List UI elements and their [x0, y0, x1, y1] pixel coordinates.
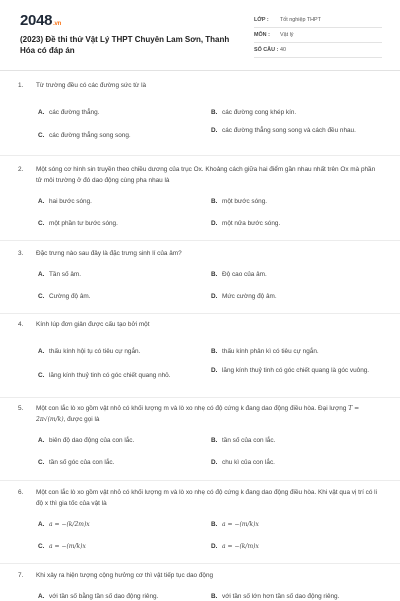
option-b[interactable]: B. tần số của con lắc. — [211, 437, 276, 444]
question-text: Từ trường đều có các đường sức từ là — [36, 82, 147, 89]
question-number: 1. — [18, 82, 24, 89]
page-header — [0, 0, 400, 72]
question-divider — [0, 155, 400, 156]
lop-label: LỚP : — [254, 17, 269, 23]
question-number: 7. — [18, 572, 24, 579]
option-d[interactable]: D. các đường thẳng song song và cách đều nhau. — [211, 127, 356, 134]
option-b[interactable]: B. thấu kính phân kì có tiêu cự ngắn. — [211, 348, 319, 355]
period-formula: T = 2π√(m/k) — [36, 405, 360, 423]
option-c[interactable]: C. tần số góc của con lắc. — [38, 459, 115, 466]
question-1 — [18, 80, 382, 139]
option-a[interactable]: A. với tần số bằng tần số dao động riêng. — [38, 593, 159, 600]
option-b[interactable]: B. a = −(m/k)x — [211, 521, 259, 528]
option-c[interactable]: C. các đường thẳng song song. — [38, 132, 131, 139]
option-b[interactable]: B. một bước sóng. — [211, 198, 268, 205]
option-d[interactable]: D. một nửa bước sóng. — [211, 220, 281, 227]
question-divider — [0, 240, 400, 241]
exam-title: (2023) Đề thi thử Vật Lý THPT Chuyên Lam Sơn, Thanh Hóa có đáp án — [20, 35, 230, 55]
question-divider — [0, 563, 400, 564]
logo-suffix: .vn — [53, 21, 61, 27]
question-3 — [18, 248, 382, 303]
option-d[interactable]: D. a = −(k/m)x — [211, 543, 259, 550]
question-divider — [0, 480, 400, 481]
question-number: 3. — [18, 250, 24, 257]
option-b[interactable]: B. Độ cao của âm. — [211, 271, 267, 278]
option-c[interactable]: C. một phần tư bước sóng. — [38, 220, 118, 227]
socau-value: 40 — [280, 47, 286, 53]
question-text: Khi xảy ra hiện tượng cộng hưởng cơ thì vật tiếp tục dao động — [36, 572, 214, 579]
question-number: 4. — [18, 321, 24, 328]
option-a[interactable]: A. hai bước sóng. — [38, 198, 92, 205]
question-4 — [18, 319, 382, 380]
option-c[interactable]: C. lăng kính thuỷ tinh có góc chiết quang nhỏ. — [38, 372, 171, 379]
option-d[interactable]: D. lăng kính thuỷ tinh có góc chiết quang là góc vuông. — [211, 367, 370, 374]
option-d[interactable]: D. chu kì của con lắc. — [211, 459, 275, 466]
question-5 — [18, 403, 382, 469]
option-b[interactable]: B. với tần số lớn hơn tần số dao động riêng. — [211, 593, 340, 600]
option-d[interactable]: D. Mức cường độ âm. — [211, 293, 277, 300]
question-text: Một sóng cơ hình sin truyền theo chiều dương của trục Ox. Khoảng cách giữa hai điểm gần nhau nhất trên Ox mà phần tử môi trường ở đó dao động cùng pha nhau là — [36, 166, 376, 184]
question-text: Một con lắc lò xo gồm vật nhỏ có khối lượng m và lò xo nhẹ có độ cứng k đang dao động điều hòa. Khi vật qua vị trí có li độ x thì gia tốc của vật là — [36, 489, 377, 507]
site-logo[interactable] — [20, 12, 61, 29]
header-divider — [0, 70, 400, 71]
question-text: Đặc trưng nào sau đây là đặc trưng sinh lí của âm? — [36, 250, 182, 257]
question-number: 6. — [18, 489, 24, 496]
lop-value: Tốt nghiệp THPT — [280, 17, 321, 23]
question-2 — [18, 164, 382, 230]
question-text: Một con lắc lò xo gồm vật nhỏ có khối lượng m và lò xo nhẹ có độ cứng k đang dao động điều hòa. Đại lượng T = 2π√(m/k), được gọi là — [36, 405, 360, 423]
question-text: Kính lúp đơn giản được cấu tạo bởi một — [36, 321, 150, 328]
logo-text: 2048 — [20, 12, 53, 29]
option-b[interactable]: B. các đường cong khép kín. — [211, 109, 297, 116]
exam-meta — [254, 13, 382, 58]
question-divider — [0, 313, 400, 314]
question-number: 5. — [18, 405, 24, 412]
question-divider — [0, 397, 400, 398]
option-a[interactable]: A. Tần số âm. — [38, 271, 81, 278]
mon-label: MÔN : — [254, 32, 270, 38]
socau-label: SỐ CÂU : — [254, 47, 279, 53]
question-6 — [18, 487, 382, 553]
option-a[interactable]: A. a = −(k/2m)x — [38, 521, 90, 528]
option-a[interactable]: A. các đường thẳng. — [38, 109, 100, 116]
option-a[interactable]: A. thấu kính hội tụ có tiêu cự ngắn. — [38, 348, 141, 355]
mon-value: Vật lý — [280, 32, 294, 38]
question-number: 2. — [18, 166, 24, 173]
option-c[interactable]: C. a = −(m/k)x — [38, 543, 86, 550]
option-a[interactable]: A. biên độ dao động của con lắc. — [38, 437, 135, 444]
question-7 — [18, 570, 382, 601]
option-c[interactable]: C. Cường độ âm. — [38, 293, 91, 300]
